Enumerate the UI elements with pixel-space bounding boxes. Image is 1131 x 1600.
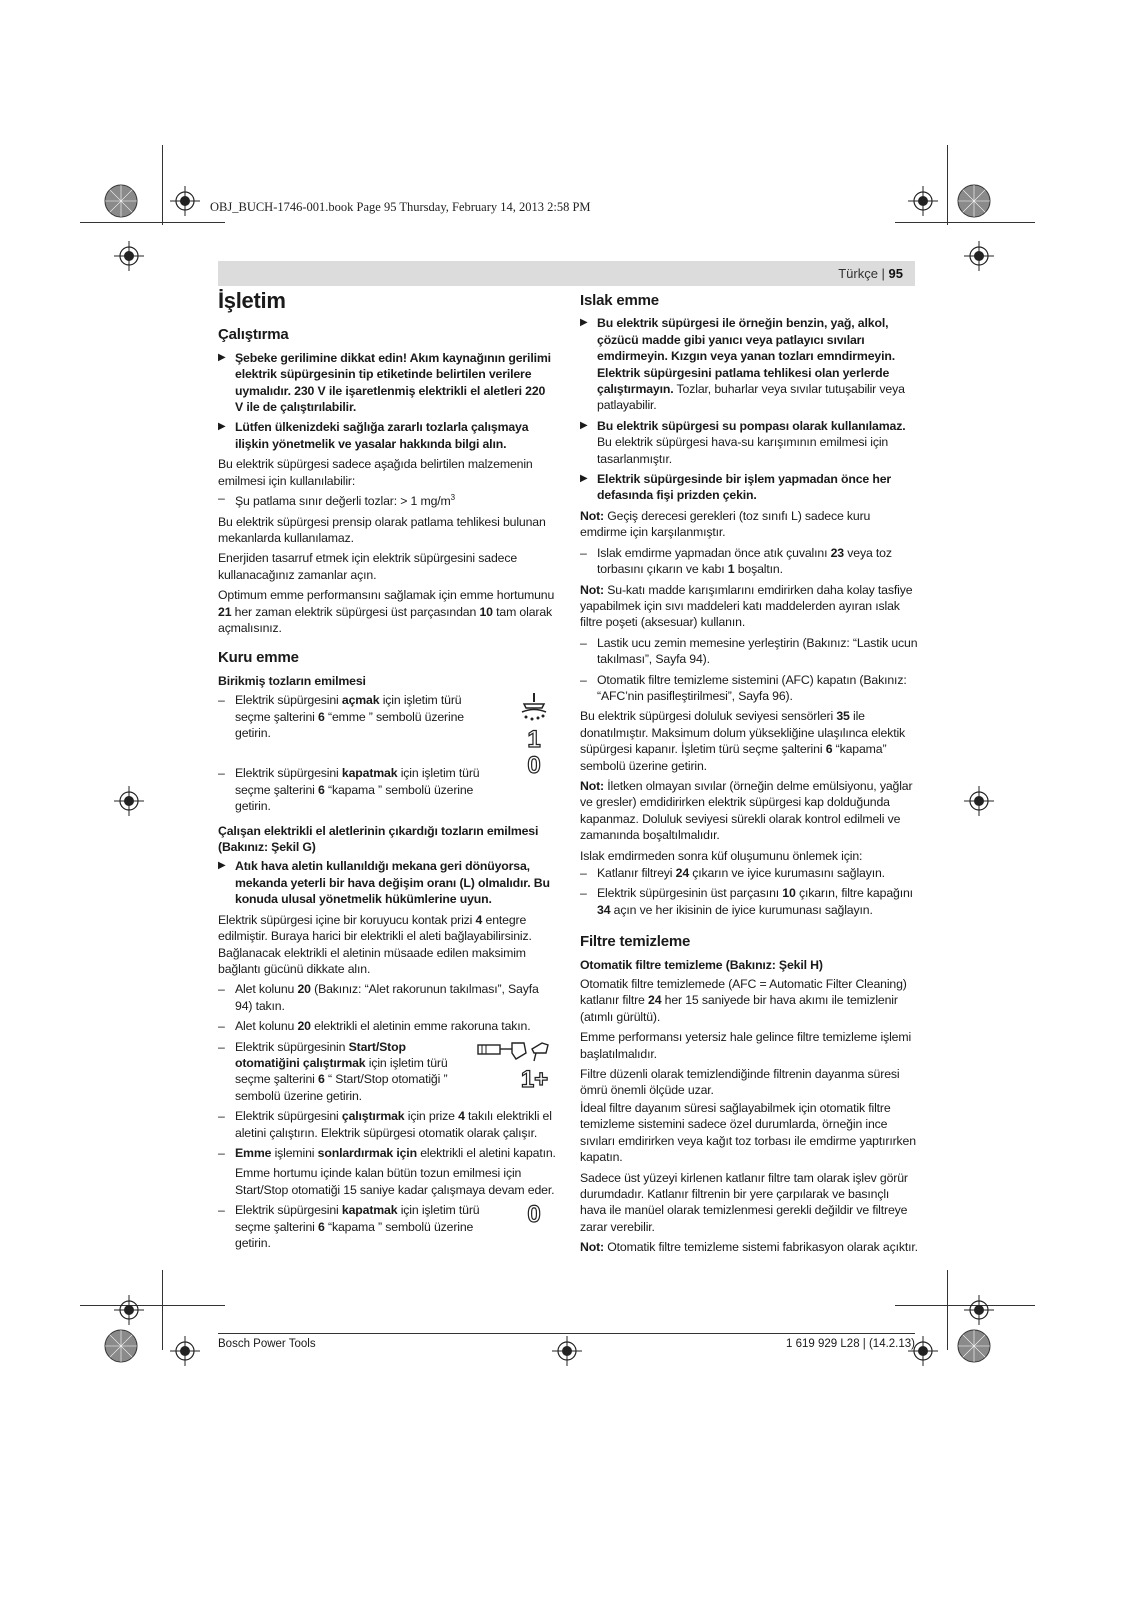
list-item: – Islak emdirme yapmadan önce atık çuvalını 23 veya toz torbasını çıkarın ve kabı 1 boşaltın. — [580, 545, 918, 578]
subheading: Birikmiş tozların emilmesi — [218, 673, 366, 688]
paragraph: Bu elektrik süpürgesi prensip olarak patlama tehlikesi bulunan mekanlarda kullanılamaz. — [218, 514, 546, 545]
paragraph: Elektrik süpürgesi içine bir koruyucu kontak prizi 4 entegre edilmiştir. Buraya harici bir elektrikli el aleti bağlayabilirsiniz. Bağlanacak elektrikli el aletinin müsaade edilen maksimim bağlantı gücünü dikkate alın. — [218, 912, 532, 976]
warning-item: ▶ Elektrik süpürgesinde bir işlem yapmadan önce her defasında fişi prizden çekin. — [580, 471, 918, 504]
warning-item: ▶ Atık hava aletin kullanıldığı mekana geri dönüyorsa, mekanda yeterli bir hava değişim oranı (L) olmalıdır. Bu konuda ulusal yönetmelik hükümlerine uyun. — [218, 858, 556, 907]
paragraph: Sadece üst yüzeyi kirlenen katlanır filtre tam olarak işlev görür durumdadır. Katlanır filtrenin bir yere çarpılarak ve basınçlı hava ile manüel olarak temizlenmesi gerekli değildir ve filtreye zarar verebilir. — [580, 1170, 908, 1234]
page-title: İşletim — [218, 288, 286, 313]
list-item: – Elektrik süpürgesini kapatmak için işletim türü seçme şalterini 6 “kapama ” sembolü üzerine getirin. — [218, 765, 556, 814]
crosshair-mark-icon — [908, 186, 938, 216]
list-item: – Emme işlemini sonlardırmak için elektrikli el aletini kapatın. — [218, 1145, 556, 1161]
list-item: – Şu patlama sınır değerli tozlar: > 1 $mg/m^3$ — [218, 490, 556, 510]
symbol-off: 0 — [527, 751, 541, 779]
warning-item: ▶ Lütfen ülkenizdeki sağlığa zararlı tozlarla çalışmaya ilişkin yönetmelik ve yasalar hakkında bilgi alın. — [218, 419, 556, 452]
warning-item: ▶ Bu elektrik süpürgesi su pompası olarak kullanılamaz. Bu elektrik süpürgesi hava-su karışımının emilmesi için tasarlanmıştır. — [580, 418, 918, 467]
crosshair-mark-icon — [170, 186, 200, 216]
footer-rule — [218, 1333, 915, 1334]
paragraph: Bu elektrik süpürgesi doluluk seviyesi sensörleri 35 ile donatılmıştır. Maksimum dolum yüksekliğine ulaşılınca elektik süpürgesi kapanır. İşletim türü seçme şalterini 6 “kapama” sembolü üzerine getirin. — [580, 709, 906, 773]
registration-mark-icon — [956, 1328, 992, 1364]
warning-item: ▶ Bu elektrik süpürgesi ile örneğin benzin, yağ, alkol, çözücü madde gibi yanıcı veya patlayıcı sıvıları emdirmeyin. Kızgın veya yanan tozları emndirmeyin. Elektrik süpürgesini patlama tehlikesi olan yerlerde çalıştırmayın. Tozlar, buharlar veya sıvılar tutuşabilir veya patlayabilir. — [580, 315, 918, 413]
list-item: – Katlanır filtreyi 24 çıkarın ve iyice kurumasını sağlayın. — [580, 865, 918, 881]
paragraph: Emme performansı yetersiz hale gelince filtre temizleme işlemi başlatılmalıdır. — [580, 1030, 912, 1061]
section-heading-kuru-emme: Kuru emme — [218, 649, 299, 667]
paragraph: Filtre düzenli olarak temizlendiğinde filtrenin dayanma süresi ömrü önemli ölçüde uzar. — [580, 1067, 900, 1098]
symbol-off: 0 — [527, 1201, 541, 1229]
note: Not: Otomatik filtre temizleme sistemi fabrikasyon olarak açıktır. — [580, 1240, 918, 1255]
list-item: – Elektrik süpürgesini açmak için işletim türü seçme şalterini 6 “emme ” sembolü üzerine getirin. — [218, 692, 556, 741]
paragraph: Bu elektrik süpürgesi sadece aşağıda belirtilen malzemenin emilmesi için kullanılabilir: — [218, 457, 533, 488]
paragraph: Islak emdirmeden sonra küf oluşumunu önlemek için: — [580, 848, 863, 863]
crosshair-mark-icon — [964, 1295, 994, 1325]
list-item: – Lastik ucu zemin memesine yerleştirin (Bakınız: “Lastik ucun takılması”, Sayfa 94). — [580, 635, 918, 668]
list-item: – Elektrik süpürgesini çalıştırmak için prize 4 takılı elektrikli el aletini çalıştırın. Elektrik süpürgesi otomatik olarak çalışır. — [218, 1108, 556, 1141]
list-item-continuation: Emme hortumu içinde kalan bütün tozun emilmesi için Start/Stop otomatiği 15 saniye kadar çalışmaya devam eder. — [235, 1166, 555, 1197]
note: Not: İletken olmayan sıvılar (örneğin delme emülsiyonu, yağlar ve gresler) emdidirirken elektrik süpürgesi kap dolduğunda kapanmaz. Doluluk seviyesi sürekli olarak kontrol edilmeli ve zamanında boşaltılmalıdır. — [580, 778, 913, 843]
footer-brand: Bosch Power Tools — [218, 1338, 316, 1350]
auto-start-item — [218, 1039, 556, 1105]
footer-doc-number: 1 619 929 L28 | (14.2.13) — [786, 1338, 915, 1350]
paragraph: İdeal filtre dayanım süresi sağlayabilmek için otomatik filtre temizleme sistemini sadece özel durumlarda, örneğin ince sıvıları emdirirken veya kağıt toz torbası ile emdirme yaptırırken kapatın. — [580, 1100, 916, 1165]
list-item: – Otomatik filtre temizleme sistemini (AFC) kapatın (Bakınız: “AFC’nin pasifleştirilmesi”, Sayfa 96). — [580, 672, 918, 705]
note: Not: Geçiş derecesi gerekleri (toz sınıfı L) sadece kuru emdirme için karşılanmıştır. — [580, 508, 871, 540]
note: Not: Su-katı madde karışımlarını emdirirken daha kolay tasfiye yapabilmek için sıvı maddeleri katı maddelerden ayıran ıslak filtre poşeti (aksesuar) kullanın. — [580, 582, 913, 630]
switch-off-item — [218, 1202, 556, 1251]
crosshair-mark-icon — [964, 241, 994, 271]
paragraph: Enerjiden tasarruf etmek için elektrik süpürgesini sadece kullanacağınız zamanlar açın. — [218, 551, 518, 582]
list-item: – Elektrik süpürgesini kapatmak için işletim türü seçme şalterini 6 “kapama ” sembolü üzerine getirin. — [218, 1202, 556, 1251]
crosshair-mark-icon — [552, 1336, 582, 1366]
registration-mark-icon — [103, 1328, 139, 1364]
switch-instructions — [218, 692, 556, 814]
list-item: – Alet kolunu 20 (Bakınız: “Alet rakorunun takılması”, Sayfa 94) takın. — [218, 981, 556, 1014]
registration-mark-icon — [103, 183, 139, 219]
warning-item: ▶ Şebeke gerilimine dikkat edin! Akım kaynağının gerilimi elektrik süpürgesinin tip etiketinde belirtilen verilere uymalıdır. 230 V ile işaretlenmiş elektrikli el aletleri 220 V ile de çalıştırılabilir. — [218, 350, 556, 416]
subheading: Otomatik filtre temizleme (Bakınız: Şekil H) — [580, 957, 823, 972]
symbol-auto: 1+ — [520, 1065, 548, 1093]
crosshair-mark-icon — [114, 786, 144, 816]
crosshair-mark-icon — [964, 786, 994, 816]
list-item: – Alet kolunu 20 elektrikli el aletinin emme rakoruna takın. — [218, 1018, 556, 1034]
page-number-label: Türkçe | 95 — [838, 266, 903, 281]
left-column — [218, 288, 556, 1255]
switch-symbols — [516, 692, 552, 778]
crosshair-mark-icon — [114, 1295, 144, 1325]
section-heading-filtre-temizleme: Filtre temizleme — [580, 933, 691, 951]
power-tool-icon — [476, 1039, 552, 1063]
vacuum-nozzle-icon — [518, 692, 550, 722]
auto-symbols — [474, 1039, 552, 1093]
subheading: Çalışan elektrikli el aletlerinin çıkardığı tozların emilmesi (Bakınız: Şekil G) — [218, 823, 539, 855]
section-heading-calistirma: Çalıştırma — [218, 326, 289, 344]
symbol-on: 1 — [527, 725, 541, 753]
section-heading-islak-emme: Islak emme — [580, 292, 659, 309]
paragraph: Otomatik filtre temizlemede (AFC = Automatic Filter Cleaning) katlanır filtre 24 her 15 saniyede bir hava akımı ile temizlenir (atımlı gürültü). — [580, 977, 907, 1024]
right-column — [580, 293, 918, 1260]
list-item: – Elektrik süpürgesinin Start/Stop otomatiğini çalıştırmak için işletim türü seçme şalterini 6 “ Start/Stop otomatiği ” sembolü üzerine getirin. — [218, 1039, 556, 1105]
paragraph: Optimum emme performansını sağlamak için emme hortumunu 21 her zaman elektrik süpürgesi üst parçasından 10 tam olarak açmalısınız. — [218, 588, 555, 635]
page-header-band — [218, 261, 915, 286]
print-header: OBJ_BUCH-1746-001.book Page 95 Thursday, February 14, 2013 2:58 PM — [210, 200, 591, 214]
crosshair-mark-icon — [114, 241, 144, 271]
list-item: – Elektrik süpürgesinin üst parçasını 10 çıkarın, filtre kapağını 34 açın ve her ikisinin de iyice kurumunası sağlayın. — [580, 885, 918, 918]
crosshair-mark-icon — [170, 1336, 200, 1366]
registration-mark-icon — [956, 183, 992, 219]
